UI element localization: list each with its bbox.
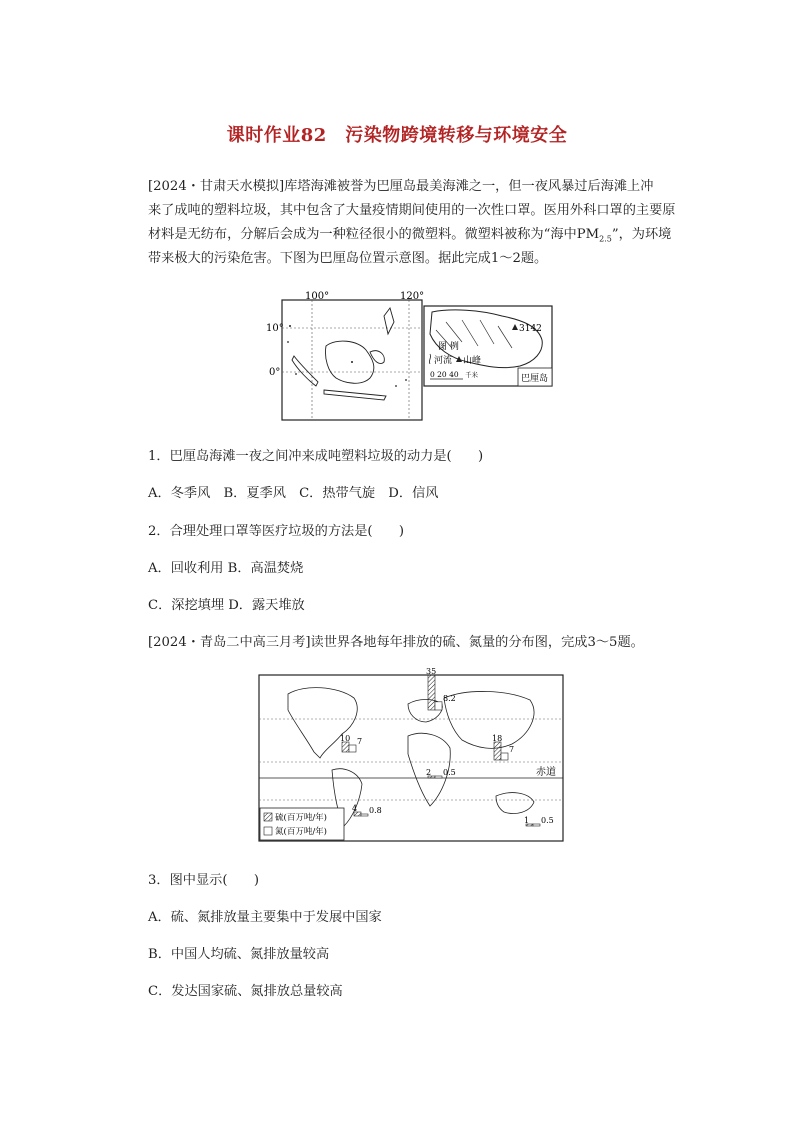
scale-unit: 千米 [465,371,478,379]
world-emission-map [258,667,564,842]
sulfur-bar [428,675,435,710]
sulfur-value-label: 1 [524,816,530,825]
lon-label-120: 120° [400,291,425,302]
question-2-options-line-2: C．深挖填埋 D．露天堆放 [148,598,305,613]
nitrogen-value-label: 0.8 [369,806,382,815]
intro-line: 来了成吨的塑料垃圾，其中包含了大量疫情期间使用的一次性口罩。医用外科口罩的主要原 [148,203,676,218]
nitrogen-value-label: 7 [357,737,363,746]
nitrogen-value-label: 0.5 [541,816,554,825]
nitrogen-bar [361,814,368,816]
question-2-stem: 2．合理处理口罩等医疗垃圾的方法是( ) [148,524,405,539]
sulfur-bar [494,742,501,760]
intro-line: 材料是无纺布，分解后会成为一种粒径很小的微塑料。微塑料被称为“海中$PM_{2.5}$”，为环境 [148,227,672,244]
question-1-stem: 1．巴厘岛海滩一夜之间冲来成吨塑料垃圾的动力是( ) [148,449,484,464]
legend-river: 河流 [434,356,453,366]
legend-nitrogen: 氮(百万吨/年) [275,827,327,837]
sulfur-value-label: 18 [492,734,503,743]
sulfur-bar [342,742,349,752]
lon-label-100: 100° [305,291,330,302]
question-3-option-b: B．中国人均硫、氮排放量较高 [148,947,330,962]
nitrogen-value-label: 7 [509,745,515,754]
peak-label: 3142 [519,324,542,334]
bali-label: 巴厘岛 [521,374,549,384]
nitrogen-value-label: 8.2 [443,693,456,703]
intro-line: [2024・甘肃天水模拟]库塔海滩被誉为巴厘岛最美海滩之一，但一夜风暴过后海滩上冲 [148,179,654,194]
intro-paragraph-2: [2024・青岛二中高三月考]读世界各地每年排放的硫、氮量的分布图，完成3～5题。 [148,635,644,650]
sulfur-value-label: 35 [426,667,437,676]
lat-label-10: 10° [266,323,284,334]
nitrogen-bar [435,702,442,710]
bali-location-map [266,286,556,426]
sulfur-value-label: 4 [352,804,358,813]
page-title: 课时作业82 污染物跨境转移与环境安全 [226,125,568,146]
nitrogen-bar [533,824,540,826]
lat-label-0: 0° [269,367,281,378]
scale-label: 0 20 40 [430,370,459,379]
question-1-options: A．冬季风 B．夏季风 C．热带气旋 D．信风 [148,486,439,501]
nitrogen-bar [435,776,442,778]
question-2-options-line-1: A．回收利用 B．高温焚烧 [148,561,304,576]
nitrogen-value-label: 0.5 [443,768,456,777]
nitrogen-bar [349,745,356,752]
question-3-stem: 3．图中显示( ) [148,873,259,888]
legend-title: 图 例 [438,342,459,352]
nitrogen-bar [501,753,508,760]
sulfur-value-label: 2 [426,768,432,777]
sulfur-value-label: 10 [340,734,351,743]
intro-line: 带来极大的污染危害。下图为巴厘岛位置示意图。据此完成1～2题。 [148,251,548,266]
question-3-option-a: A．硫、氮排放量主要集中于发展中国家 [148,910,382,925]
legend-sulfur: 硫(百万吨/年) [275,813,327,823]
equator-label: 赤道 [536,767,556,778]
question-3-option-c: C．发达国家硫、氮排放总量较高 [148,984,343,999]
legend-peak: 山峰 [463,356,482,366]
